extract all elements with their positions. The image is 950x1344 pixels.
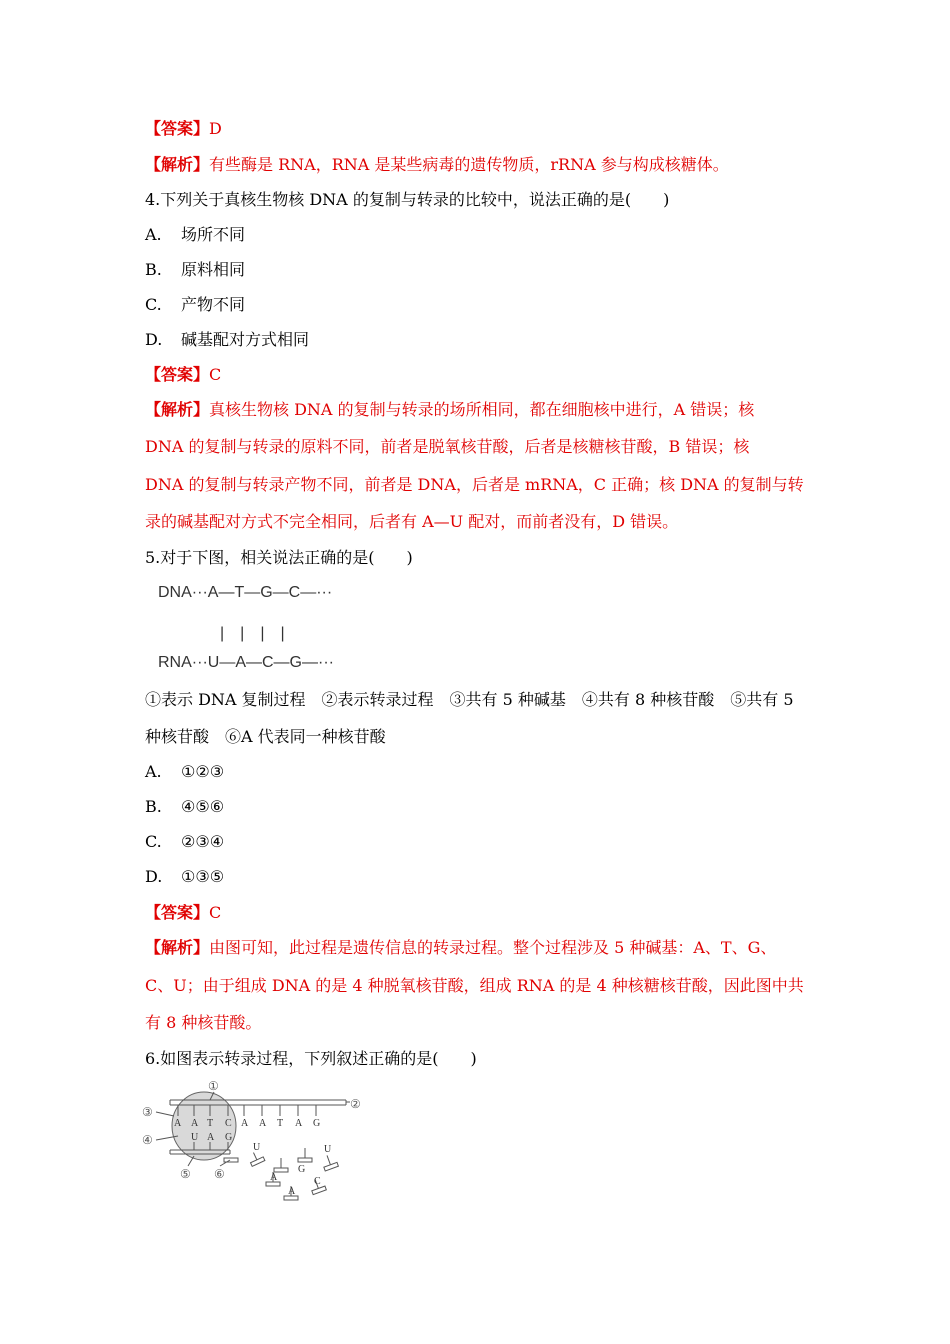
q4-analysis-line-3: DNA 的复制与转录产物不同，前者是 DNA，后者是 mRNA，C 正确；核 DNA 的复制与转 — [145, 475, 804, 494]
rna-bases — [191, 1132, 232, 1143]
free-base-5: A — [288, 1186, 296, 1197]
free-bases — [253, 1142, 332, 1197]
template-base-2: A — [191, 1118, 199, 1129]
q3-answer — [145, 119, 222, 139]
q4-analysis-line-2: DNA 的复制与转录的原料不同，前者是脱氧核苷酸，后者是核糖核苷酸，B 错误；核 — [145, 437, 750, 456]
q4-option-d: D. 碱基配对方式相同 — [145, 330, 310, 349]
rna-base-3: G — [225, 1132, 233, 1143]
answer-label: 【答案】 — [145, 903, 210, 922]
rna-base-1: U — [191, 1132, 199, 1143]
analysis-label: 【解析】 — [145, 400, 210, 419]
template-base-7: T — [277, 1118, 284, 1129]
template-base-4: C — [225, 1118, 232, 1129]
q4-answer — [145, 365, 221, 385]
answer-value: D — [209, 119, 222, 138]
template-base-9: G — [313, 1118, 321, 1129]
rna-base-2: A — [207, 1132, 215, 1143]
label-1: ① — [208, 1079, 219, 1093]
free-base-6: C — [314, 1176, 321, 1187]
q3-analysis — [145, 155, 729, 175]
free-base-3: G — [298, 1164, 306, 1175]
template-base-8: A — [295, 1118, 303, 1129]
template-base-3: T — [207, 1118, 214, 1129]
template-bases — [174, 1118, 320, 1129]
analysis-label: 【解析】 — [145, 938, 210, 957]
answer-value: C — [209, 903, 222, 922]
q5-stem: 5.对于下图，相关说法正确的是( ) — [145, 548, 413, 567]
label-5: ⑤ — [180, 1167, 191, 1181]
label-2: ② — [350, 1097, 361, 1111]
rna-strand-label: RNA···U—A—C—G—··· — [158, 654, 334, 671]
q5-pairing-figure — [158, 580, 388, 675]
q5-option-b: B. ④⑤⑥ — [145, 797, 225, 816]
q5-answer — [145, 903, 221, 923]
q5-analysis-line-1: 【解析】由图可知，此过程是遗传信息的转录过程。整个过程涉及 5 种碱基：A、T、G、 — [145, 938, 777, 957]
q6-stem: 6.如图表示转录过程，下列叙述正确的是( ) — [145, 1049, 477, 1068]
q4-option-b: B. 原料相同 — [145, 260, 246, 279]
analysis-text: 有些酶是 RNA，RNA 是某些病毒的遗传物质，rRNA 参与构成核糖体。 — [209, 155, 729, 174]
template-base-5: A — [241, 1118, 249, 1129]
label-4: ④ — [142, 1133, 153, 1147]
free-base-4: U — [324, 1144, 332, 1155]
q5-statements-line-2: 种核苷酸 ⑥A 代表同一种核苷酸 — [145, 727, 386, 746]
q4-stem: 4.下列关于真核生物核 DNA 的复制与转录的比较中，说法正确的是( ) — [145, 190, 670, 209]
answer-value: C — [209, 365, 222, 384]
analysis-label: 【解析】 — [145, 155, 210, 174]
q4-analysis-line-1: 【解析】真核生物核 DNA 的复制与转录的场所相同，都在细胞核中进行，A 错误；核 — [145, 400, 755, 419]
base-pair-marks: | | | | — [220, 625, 285, 642]
q5-analysis-line-2: C、U；由于组成 DNA 的是 4 种脱氧核苷酸，组成 RNA 的是 4 种核糖核苷酸，因此图中共 — [145, 976, 804, 995]
q4-option-c: C. 产物不同 — [145, 295, 246, 314]
q5-statements-line-1: ①表示 DNA 复制过程 ②表示转录过程 ③共有 5 种碱基 ④共有 8 种核苷酸 ⑤共有 5 — [145, 690, 794, 709]
q4-option-a: A. 场所不同 — [145, 225, 246, 244]
q5-option-a: A. ①②③ — [145, 762, 225, 781]
template-base-6: A — [259, 1118, 267, 1129]
q5-analysis-line-3: 有 8 种核苷酸。 — [145, 1013, 262, 1032]
label-6: ⑥ — [214, 1167, 225, 1181]
q5-option-c: C. ②③④ — [145, 832, 225, 851]
label-3: ③ — [142, 1105, 153, 1119]
free-nucleotides — [224, 1148, 338, 1200]
transcription-figure — [138, 1078, 368, 1208]
dna-strand-label: DNA···A—T—G—C—··· — [158, 584, 333, 601]
q5-option-d: D. ①③⑤ — [145, 867, 225, 886]
answer-label: 【答案】 — [145, 365, 210, 384]
free-base-1: U — [253, 1142, 261, 1153]
template-base-1: A — [174, 1118, 182, 1129]
q4-analysis-line-4: 录的碱基配对方式不完全相同，后者有 A—U 配对，而前者没有，D 错误。 — [145, 512, 679, 531]
free-base-2: A — [270, 1172, 278, 1183]
answer-label: 【答案】 — [145, 119, 210, 138]
